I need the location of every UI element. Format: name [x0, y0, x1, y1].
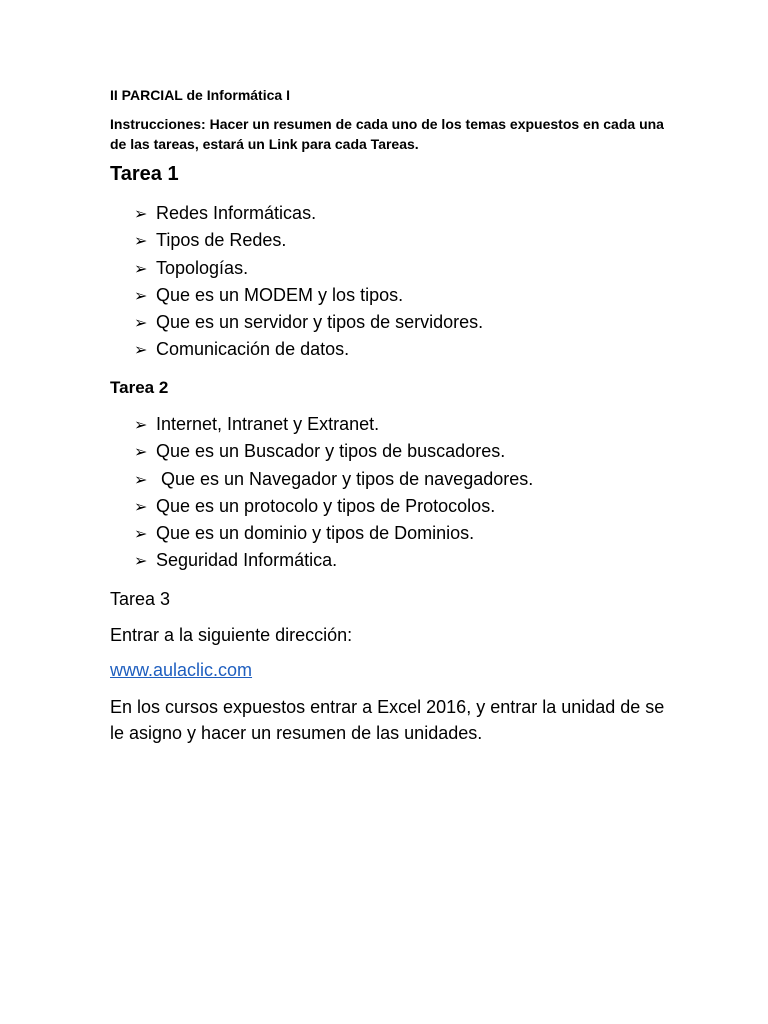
list-item	[134, 227, 483, 254]
arrow-bullet-icon: ➢	[134, 342, 148, 360]
list-item	[134, 336, 483, 363]
list-item-label: Que es un Navegador y tipos de navegadores.	[156, 468, 534, 489]
aulaclic-link[interactable]: www.aulaclic.com	[110, 660, 253, 680]
arrow-bullet-icon: ➢	[134, 417, 148, 434]
list-item-label: Tipos de Redes.	[156, 230, 287, 251]
list-item	[134, 411, 533, 438]
arrow-bullet-icon: ➢	[134, 498, 148, 516]
final-instructions-paragraph: En los cursos expuestos entrar a Excel 2016, y entrar la unidad de se le asigno y hacer un resumen de las unidades.	[110, 697, 665, 743]
list-item-label: Topologías.	[156, 257, 249, 278]
arrow-bullet-icon: ➢	[134, 260, 148, 278]
list-item-label: Que es un dominio y tipos de Dominios.	[156, 523, 475, 544]
list-item	[134, 438, 533, 465]
aulaclic-link-row	[110, 660, 252, 681]
list-item	[134, 309, 483, 336]
arrow-bullet-icon: ➢	[134, 287, 148, 305]
list-item	[134, 547, 533, 574]
list-item	[134, 255, 483, 282]
tarea-2-heading: Tarea 2	[110, 378, 169, 397]
list-item-label: Que es un servidor y tipos de servidores.	[156, 312, 484, 333]
list-item	[134, 493, 533, 520]
list-item-label: Internet, Intranet y Extranet.	[156, 414, 380, 434]
arrow-bullet-icon: ➢	[134, 444, 148, 462]
list-item-label: Seguridad Informática.	[156, 550, 338, 571]
list-item	[134, 520, 533, 547]
tarea-2-list	[134, 411, 533, 575]
arrow-bullet-icon: ➢	[134, 315, 148, 333]
tarea-1-list	[134, 200, 483, 364]
arrow-bullet-icon: ➢	[134, 526, 148, 544]
list-item-label: Redes Informáticas.	[156, 203, 317, 223]
arrow-bullet-icon: ➢	[134, 471, 148, 489]
list-item	[134, 466, 533, 493]
arrow-bullet-icon: ➢	[134, 206, 148, 223]
tarea-3-heading: Tarea 3	[110, 589, 171, 609]
list-item	[134, 200, 483, 227]
direction-label: Entrar a la siguiente dirección:	[110, 625, 353, 645]
document-title: II PARCIAL de Informática I	[110, 87, 290, 103]
tarea-1-heading: Tarea 1	[110, 163, 179, 185]
instructions-text: Instrucciones: Hacer un resumen de cada uno de los temas expuestos en cada una de las tareas, estará un Link para cada Tareas.	[110, 116, 664, 152]
list-item-label: Que es un Buscador y tipos de buscadores.	[156, 441, 506, 462]
list-item-label: Que es un protocolo y tipos de Protocolos.	[156, 495, 496, 516]
list-item-label: Que es un MODEM y los tipos.	[156, 284, 404, 305]
list-item	[134, 282, 483, 309]
list-item-label: Comunicación de datos.	[156, 339, 350, 360]
arrow-bullet-icon: ➢	[134, 233, 148, 251]
arrow-bullet-icon: ➢	[134, 553, 148, 571]
